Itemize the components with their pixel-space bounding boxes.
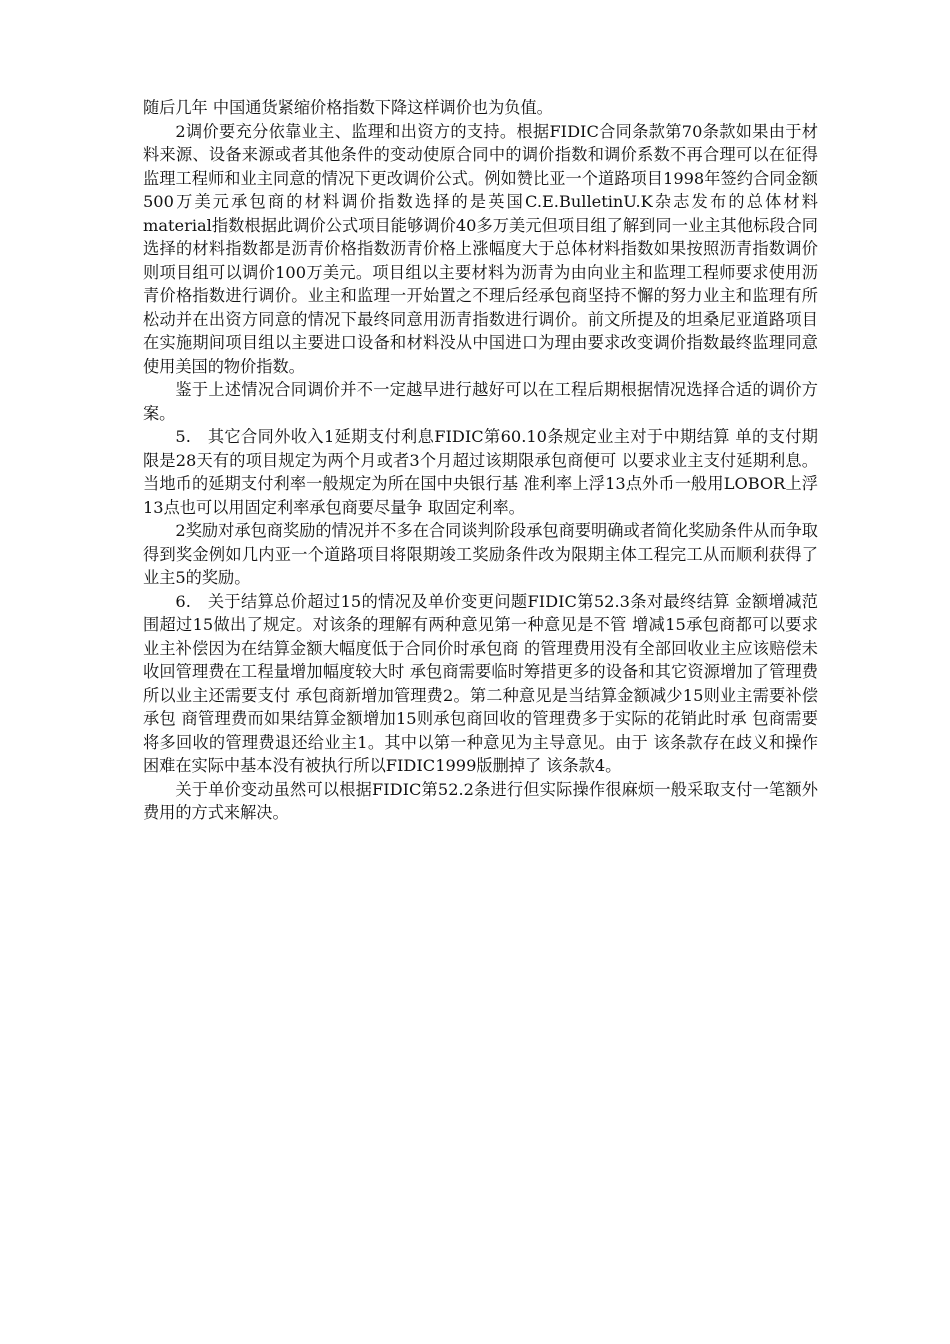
document-body (143, 96, 818, 825)
paragraph: 5. 其它合同外收入1延期支付利息FIDIC第60.10条规定业主对于中期结算 单的支付期限是28天有的项目规定为两个月或者3个月超过该期限承包商便可 以要求业主支付延期利息。当地币的延期支付利率一般规定为所在国中央银行基 准利率上浮13点外币一般用LOBOR上浮13点也可以用固定利率承包商要尽量争 取固定利率。 (143, 427, 818, 517)
paragraph: 6. 关于结算总价超过15的情况及单价变更问题FIDIC第52.3条对最终结算 金额增减范围超过15做出了规定。对该条的理解有两种意见第一种意见是不管 增减15承包商都可以要求业主补偿因为在结算金额大幅度低于合同价时承包商 的管理费用没有全部回收业主应该赔偿未收回管理费在工程量增加幅度较大时 承包商需要临时筹措更多的设备和其它资源增加了管理费所以业主还需要支付 承包商新增加管理费2。第二种意见是当结算金额减少15则业主需要补偿承包 商管理费而如果结算金额增加15则承包商回收的管理费多于实际的花销此时承 包商需要将多回收的管理费退还给业主1。其中以第一种意见为主导意见。由于 该条款存在歧义和操作困难在实际中基本没有被执行所以FIDIC1999版删掉了 该条款4。 (143, 591, 818, 775)
paragraph: 鉴于上述情况合同调价并不一定越早进行越好可以在工程后期根据情况选择合适的调价方案。 (143, 380, 818, 423)
paragraph: 随后几年 中国通货紧缩价格指数下降这样调价也为负值。 (143, 98, 553, 117)
paragraph: 2奖励对承包商奖励的情况并不多在合同谈判阶段承包商要明确或者简化奖励条件从而争取得到奖金例如几内亚一个道路项目将限期竣工奖励条件改为限期主体工程完工从而顺利获得了业主5的奖励。 (143, 521, 818, 587)
paragraph: 2调价要充分依靠业主、监理和出资方的支持。根据FIDIC合同条款第70条款如果由于材料来源、设备来源或者其他条件的变动使原合同中的调价指数和调价系数不再合理可以在征得监理工程师和业主同意的情况下更改调价公式。例如赞比亚一个道路项目1998年签约合同金额500万美元承包商的材料调价指数选择的是英国C.E.BulletinU.K杂志发布的总体材料material指数根据此调价公式项目能够调价40多万美元但项目组了解到同一业主其他标段合同选择的材料指数都是沥青价格指数沥青价格上涨幅度大于总体材料指数如果按照沥青指数调价则项目组可以调价100万美元。项目组以主要材料为沥青为由向业主和监理工程师要求使用沥青价格指数进行调价。业主和监理一开始置之不理后经承包商坚持不懈的努力业主和监理有所松动并在出资方同意的情况下最终同意用沥青指数进行调价。前文所提及的坦桑尼亚道路项目在实施期间项目组以主要进口设备和材料没从中国进口为理由要求改变调价指数最终监理同意使用美国的物价指数。 (143, 121, 818, 376)
paragraph: 关于单价变动虽然可以根据FIDIC第52.2条进行但实际操作很麻烦一般采取支付一笔额外费用的方式来解决。 (143, 779, 818, 822)
